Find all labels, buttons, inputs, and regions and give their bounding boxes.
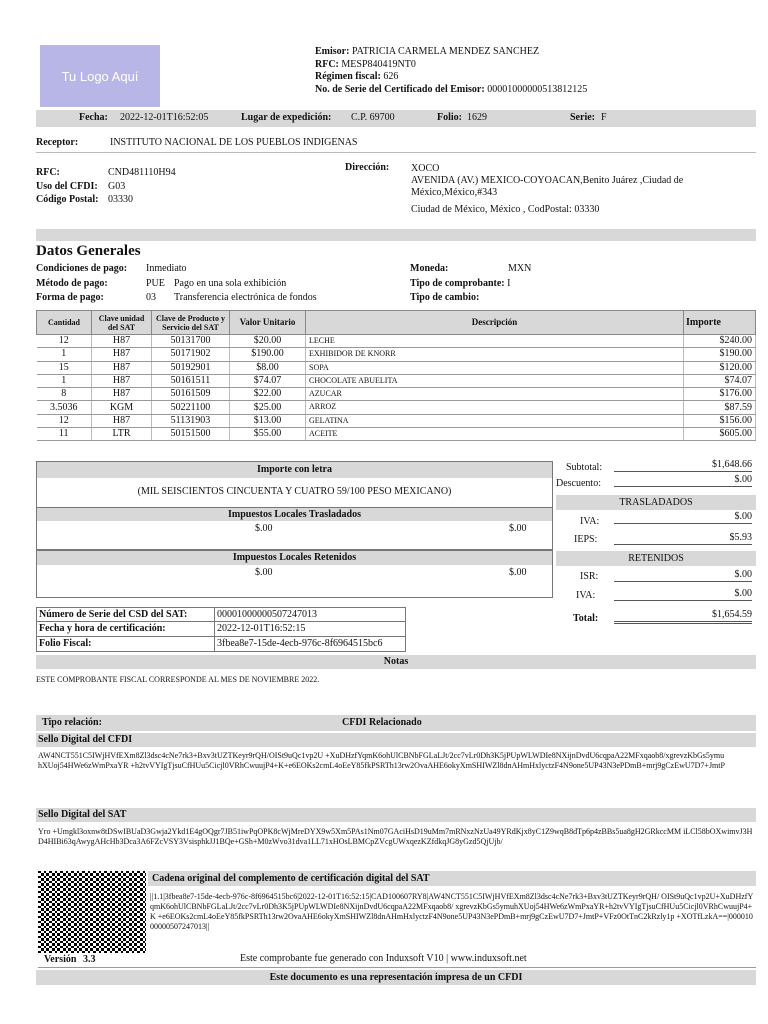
- cell-cantidad: 8: [37, 388, 92, 401]
- table-row: [37, 388, 756, 401]
- fecha-label: Fecha:: [79, 112, 108, 123]
- cell-cantidad: 3.5036: [37, 401, 92, 414]
- serie-value: F: [601, 112, 607, 123]
- datos-left: [36, 262, 317, 306]
- condiciones-value: Inmediato: [146, 263, 187, 274]
- isr-label: ISR:: [580, 571, 599, 582]
- tipo-comprobante-label: Tipo de comprobante:: [410, 277, 505, 289]
- items-table: [36, 310, 756, 441]
- ieps-label: IEPS:: [574, 534, 598, 545]
- iva-value: $.00: [614, 511, 752, 524]
- locales-trasladados-right: $.00: [509, 523, 527, 534]
- locales-retenidos-box: [36, 550, 553, 598]
- cell-descripcion: ACEITE: [306, 428, 684, 441]
- total-value: $1,654.59: [614, 609, 752, 624]
- table-row: [37, 374, 756, 387]
- cell-descripcion: LECHE: [306, 335, 684, 348]
- locales-trasladados-title: Impuestos Locales Trasladados: [37, 508, 552, 521]
- isr-value: $.00: [614, 569, 752, 582]
- iva-ret-value: $.00: [614, 588, 752, 601]
- cell-descripcion: AZUCAR: [306, 388, 684, 401]
- table-row: [37, 401, 756, 414]
- locales-trasladados-box: [36, 507, 553, 550]
- moneda-value: MXN: [508, 263, 532, 274]
- notas-title: Notas: [36, 655, 756, 669]
- cell-clave: 50192901: [152, 361, 230, 374]
- cell-importe: $120.00: [684, 361, 756, 374]
- serie-cert-label: No. de Serie del Certificado del Emisor:: [315, 83, 485, 95]
- cell-valor: $25.00: [230, 401, 306, 414]
- receptor-value: INSTITUTO NACIONAL DE LOS PUEBLOS INDIGENAS: [110, 137, 358, 148]
- version-label: Versión: [44, 954, 77, 965]
- emisor-rfc-value: MESP840419NT0: [341, 58, 416, 70]
- cell-unidad: LTR: [92, 428, 152, 441]
- emisor-label: Emisor:: [315, 46, 350, 57]
- total-label: Total:: [573, 613, 599, 624]
- direccion-line2: AVENIDA (AV.) MEXICO-COYOACAN,Benito Juárez ,Ciudad de: [411, 175, 684, 186]
- forma-label: Forma de pago:: [36, 292, 104, 303]
- iva-label: IVA:: [580, 516, 600, 527]
- header-bar: [36, 110, 756, 127]
- cell-clave: 50161511: [152, 374, 230, 387]
- cell-importe: $74.07: [684, 374, 756, 387]
- relacion-bar: [36, 715, 756, 731]
- cell-importe: $190.00: [684, 348, 756, 361]
- fecha-cert-value: 2022-12-01T16:52:15: [217, 623, 306, 634]
- receptor-label: Receptor:: [36, 137, 79, 148]
- cell-valor: $190.00: [230, 348, 306, 361]
- cell-unidad: H87: [92, 414, 152, 427]
- qr-code: [38, 871, 146, 953]
- col-clave-unidad: Clave unidad del SAT: [92, 311, 152, 335]
- col-importe: Importe: [684, 311, 756, 335]
- importe-letra-title: Importe con letra: [37, 462, 552, 478]
- emisor-rfc-label: RFC:: [315, 58, 339, 70]
- cell-valor: $74.07: [230, 374, 306, 387]
- ieps-value: $5.93: [614, 532, 752, 545]
- cell-clave: 51131903: [152, 414, 230, 427]
- regimen-value: 626: [383, 71, 399, 82]
- datos-generales-title: Datos Generales: [36, 243, 141, 259]
- tipo-relacion-label: Tipo relación:: [42, 717, 102, 728]
- table-row: [37, 361, 756, 374]
- fecha-cert-label: Fecha y hora de certificación:: [37, 622, 215, 636]
- condiciones-label: Condiciones de pago:: [36, 263, 128, 274]
- footer-row: [38, 953, 756, 968]
- cell-cantidad: 12: [37, 414, 92, 427]
- col-clave-producto: Clave de Producto y Servicio del SAT: [152, 311, 230, 335]
- receptor-rfc-value: CND481110H94: [108, 167, 176, 178]
- col-valor-unitario: Valor Unitario: [230, 311, 306, 335]
- folio-value: 1629: [467, 112, 487, 123]
- datos-right: [410, 262, 531, 306]
- sello-cfdi-title: Sello Digital del CFDI: [36, 733, 756, 747]
- folio-fiscal-label: Folio Fiscal:: [37, 637, 215, 651]
- emisor-value: PATRICIA CARMELA MENDEZ SANCHEZ: [351, 46, 540, 57]
- folio-fiscal-value: 3fbea8e7-15de-4ecb-976c-8f6964515bc6: [217, 638, 383, 649]
- descuento-label: Descuento:: [556, 478, 601, 489]
- importe-letra-box: [36, 461, 553, 508]
- cell-cantidad: 15: [37, 361, 92, 374]
- cell-clave: 50221100: [152, 401, 230, 414]
- cell-cantidad: 1: [37, 374, 92, 387]
- receptor-details: [36, 166, 176, 207]
- lugar-value: C.P. 69700: [351, 112, 395, 123]
- csd-label: Número de Serie del CSD del SAT:: [37, 608, 215, 621]
- iva-ret-label: IVA:: [576, 590, 596, 601]
- forma-value: Transferencia electrónica de fondos: [174, 292, 317, 303]
- locales-trasladados-left: $.00: [255, 523, 273, 534]
- table-row: [37, 348, 756, 361]
- representacion-text: Este documento es una representación impresa de un CFDI: [36, 970, 756, 985]
- table-row: [37, 428, 756, 441]
- subtotal-value: $1,648.66: [614, 459, 752, 472]
- table-row: [37, 335, 756, 348]
- separator-bar: [36, 229, 756, 241]
- cell-importe: $87.59: [684, 401, 756, 414]
- forma-code: 03: [146, 292, 156, 303]
- locales-retenidos-right: $.00: [509, 567, 527, 578]
- emisor-block: [315, 46, 587, 96]
- cell-unidad: H87: [92, 388, 152, 401]
- cell-importe: $240.00: [684, 335, 756, 348]
- notas-text: ESTE COMPROBANTE FISCAL CORRESPONDE AL MES DE NOVIEMBRE 2022.: [36, 675, 320, 684]
- version-value: 3.3: [83, 954, 96, 965]
- sello-sat-text: Yro +Umgkl3oxnw8tDSwIBUaD3Gwja2Ykd1E4gOQgr7JB51iwPqOPK8cWjMreDYX9w5Xm5PAs1Nm07GAciHsD19uMm7mRNxzNzUa49YRdKjx8yC1Z9wqB8dTp6p4zBBs5ua8gH2GRkccMM iLCl58bOXwimvJ3HD4HIBi63qAwygAHcHb3Dca3A6FZcVSY3VsisphkJJ1BQe+GSh+M0zWvo31dva1LL71xHOsLBMCpZVcgUWxqezKZfdkqJG8yGzd5QjUjb/: [38, 827, 753, 846]
- importe-letra-value: (MIL SEISCIENTOS CINCUENTA Y CUATRO 59/100 PESO MEXICANO): [137, 486, 452, 497]
- cell-clave: 50131700: [152, 335, 230, 348]
- direccion-line1: XOCO: [411, 163, 440, 174]
- direccion-block: [411, 163, 741, 216]
- descuento-value: $.00: [614, 474, 752, 487]
- regimen-label: Régimen fiscal:: [315, 71, 381, 82]
- company-logo: Tu Logo Aquí: [40, 45, 160, 107]
- cadena-text: ||1.1|3fbea8e7-15de-4ecb-976c-8f6964515bc6|2022-12-01T16:52:15|CAD100607RY8|AW4NCT551C5IWjHVfEXm8Zl3dsc4cNe7rk3+Bxv3tUZTKeyr9rQH/ OISt9uQc1vp2U+XuDHzfYqmK6ohUlCBNbFGLaLJt/2cc7vLr0Dh3K5jPUpWLWDIe8NXijnDvdU6cqpaA22MFxqaob8/ xgrevzKbGs5ymuhXUoj54HWe6zWmPxaYR+h2tvVYIgTjsuCfHUu5Cicjl0VRhCwuujP4+K +e6EOKs2cmL4oEeY85fkPSRTh13rw2OvaAHE6okyXmSHIWZl8dnAHmHxlyctzF4N9one5UP43N3ePDmB+mrj9gCzEwU7D7+JmtP+VFz0OtTnC2kRzly1p +XOTfLzkA==|00001000000507247013||: [150, 892, 754, 931]
- tipo-comprobante-value: I: [507, 277, 511, 289]
- table-row: [37, 414, 756, 427]
- serie-cert-value: 00001000000513812125: [487, 83, 588, 95]
- sat-cert-table: [36, 607, 406, 652]
- cell-descripcion: GELATINA: [306, 414, 684, 427]
- col-descripcion: Descripción: [306, 311, 684, 335]
- locales-retenidos-left: $.00: [255, 567, 273, 578]
- direccion-label: Dirección:: [345, 162, 390, 173]
- cell-valor: $8.00: [230, 361, 306, 374]
- cadena-title: Cadena original del complemento de certificación digital del SAT: [148, 871, 756, 886]
- cell-valor: $55.00: [230, 428, 306, 441]
- cell-cantidad: 11: [37, 428, 92, 441]
- uso-cfdi-value: G03: [108, 180, 126, 192]
- lugar-label: Lugar de expedición:: [241, 112, 332, 123]
- receptor-row: [36, 137, 358, 148]
- codigo-postal-label: Código Postal:: [36, 194, 99, 205]
- cell-clave: 50151500: [152, 428, 230, 441]
- serie-label: Serie:: [570, 112, 595, 123]
- tipo-cambio-label: Tipo de cambio:: [410, 292, 480, 303]
- retenidos-title: RETENIDOS: [556, 551, 756, 566]
- divider: [36, 152, 756, 153]
- cell-descripcion: ARROZ: [306, 401, 684, 414]
- generado-text: Este comprobante fue generado con Induxsoft V10 | www.induxsoft.net: [240, 953, 527, 964]
- col-cantidad: Cantidad: [37, 311, 92, 335]
- cell-descripcion: EXHIBIDOR DE KNORR: [306, 348, 684, 361]
- cell-clave: 50171902: [152, 348, 230, 361]
- cell-valor: $22.00: [230, 388, 306, 401]
- cell-unidad: H87: [92, 348, 152, 361]
- cell-unidad: H87: [92, 335, 152, 348]
- fecha-value: 2022-12-01T16:52:05: [120, 112, 209, 123]
- cell-descripcion: CHOCOLATE ABUELITA: [306, 374, 684, 387]
- metodo-code: PUE: [146, 277, 165, 289]
- subtotal-label: Subtotal:: [566, 462, 603, 473]
- cell-cantidad: 1: [37, 348, 92, 361]
- locales-retenidos-title: Impuestos Locales Retenidos: [37, 551, 552, 565]
- cell-unidad: H87: [92, 374, 152, 387]
- cell-unidad: KGM: [92, 401, 152, 414]
- cell-importe: $176.00: [684, 388, 756, 401]
- csd-value: 00001000000507247013: [217, 609, 317, 620]
- metodo-value: Pago en una sola exhibición: [174, 277, 287, 289]
- cell-descripcion: SOPA: [306, 361, 684, 374]
- cell-valor: $20.00: [230, 335, 306, 348]
- cell-clave: 50161509: [152, 388, 230, 401]
- cell-cantidad: 12: [37, 335, 92, 348]
- cell-importe: $156.00: [684, 414, 756, 427]
- direccion-line3: México,México,#343: [411, 187, 498, 198]
- cell-importe: $605.00: [684, 428, 756, 441]
- sello-sat-title: Sello Digital del SAT: [36, 808, 756, 822]
- folio-label: Folio:: [437, 112, 462, 123]
- cell-unidad: H87: [92, 361, 152, 374]
- trasladados-title: TRASLADADOS: [556, 495, 756, 510]
- cell-valor: $13.00: [230, 414, 306, 427]
- sello-cfdi-text: AW4NCT551C5IWjHVfEXm8Zl3dsc4cNe7rk3+Bxv3tUZTKeyr9rQH/OISt9uQc1vp2U +XuDHzfYqmK6ohUlCBNbFGLaLJt/2cc7vLr0Dh3K5jPUpWLWDIe8NXijnDvdU6cqpaA22MFxqaob8/xgrevzKbGs5ymuhXUoj54HWe6zWmPxaYR +h2tvVYIgTjsuCfHUu5Cicjl0VRhCwuujP4+K+e6EOKs2cmL4oEeY85fkPSRTh13rw2OvaAHE6okyXmSHIWZl8dnAHmHxlyctzF4N9one5UP43N3ePDmB+mrj9gCzEwU7D7+JmtP: [38, 751, 725, 770]
- cfdi-relacionado-label: CFDI Relacionado: [342, 717, 422, 728]
- direccion-line4: Ciudad de México, México , CodPostal: 03330: [411, 204, 600, 215]
- uso-cfdi-label: Uso del CFDI:: [36, 180, 98, 192]
- metodo-label: Método de pago:: [36, 277, 108, 289]
- receptor-rfc-label: RFC:: [36, 167, 60, 178]
- codigo-postal-value: 03330: [108, 194, 133, 205]
- moneda-label: Moneda:: [410, 263, 449, 274]
